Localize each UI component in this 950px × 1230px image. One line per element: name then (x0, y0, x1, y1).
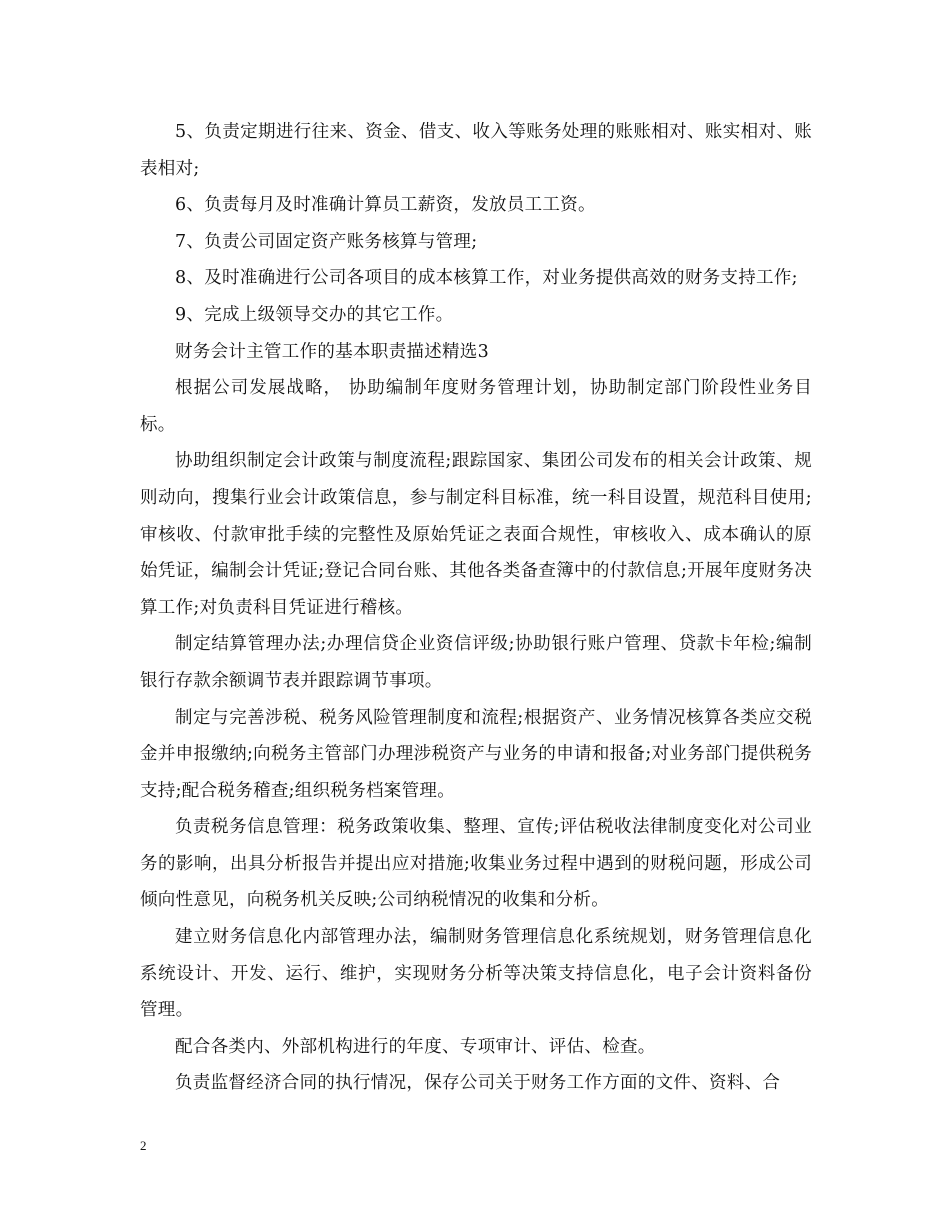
paragraph: 制定与完善涉税、税务风险管理制度和流程;根据资产、业务情况核算各类应交税金并申报缴纳;向税务主管部门办理涉税资产与业务的申请和报备;对业务部门提供税务支持;配合税务稽查;组织税务档案管理。 (140, 707, 812, 801)
paragraph: 负责监督经济合同的执行情况，保存公司关于财务工作方面的文件、资料、合 (175, 1073, 781, 1094)
paragraph: 6、负责每月及时准确计算员工薪资，发放员工工资。 (175, 195, 596, 216)
paragraph: 配合各类内、外部机构进行的年度、专项审计、评估、检查。 (175, 1036, 656, 1057)
paragraph: 根据公司发展战略， 协助编制年度财务管理计划，协助制定部门阶段性业务目标。 (140, 378, 812, 435)
paragraph: 8、及时准确进行公司各项目的成本核算工作，对业务提供高效的财务支持工作; (175, 268, 798, 289)
paragraph: 9、完成上级领导交办的其它工作。 (175, 304, 454, 325)
paragraph: 5、负责定期进行往来、资金、借支、收入等账务处理的账账相对、账实相对、账表相对; (140, 122, 812, 179)
paragraph: 协助组织制定会计政策与制度流程;跟踪国家、集团公司发布的相关会计政策、规则动向，搜集行业会计政策信息，参与制定科目标准，统一科目设置，规范科目使用;审核收、付款审批手续的完整性及原始凭证之表面合规性，审核收入、成本确认的原始凭证，编制会计凭证;登记合同台账、其他各类备查簿中的付款信息;开展年度财务决算工作;对负责科目凭证进行稽核。 (140, 451, 812, 618)
paragraph: 制定结算管理办法;办理信贷企业资信评级;协助银行账户管理、贷款卡年检;编制银行存款余额调节表并跟踪调节事项。 (140, 634, 812, 691)
paragraph: 负责税务信息管理：税务政策收集、整理、宣传;评估税收法律制度变化对公司业务的影响，出具分析报告并提出应对措施;收集业务过程中遇到的财税问题，形成公司倾向性意见，向税务机关反映;公司纳税情况的收集和分析。 (140, 817, 812, 911)
document-body (140, 114, 812, 1102)
page-number: 2 (140, 1138, 147, 1153)
paragraph: 建立财务信息化内部管理办法，编制财务管理信息化系统规划，财务管理信息化系统设计、开发、运行、维护，实现财务分析等决策支持信息化，电子会计资料备份管理。 (140, 927, 812, 1021)
paragraph: 7、负责公司固定资产账务核算与管理; (175, 231, 478, 252)
section-heading: 财务会计主管工作的基本职责描述精选3 (175, 341, 490, 362)
